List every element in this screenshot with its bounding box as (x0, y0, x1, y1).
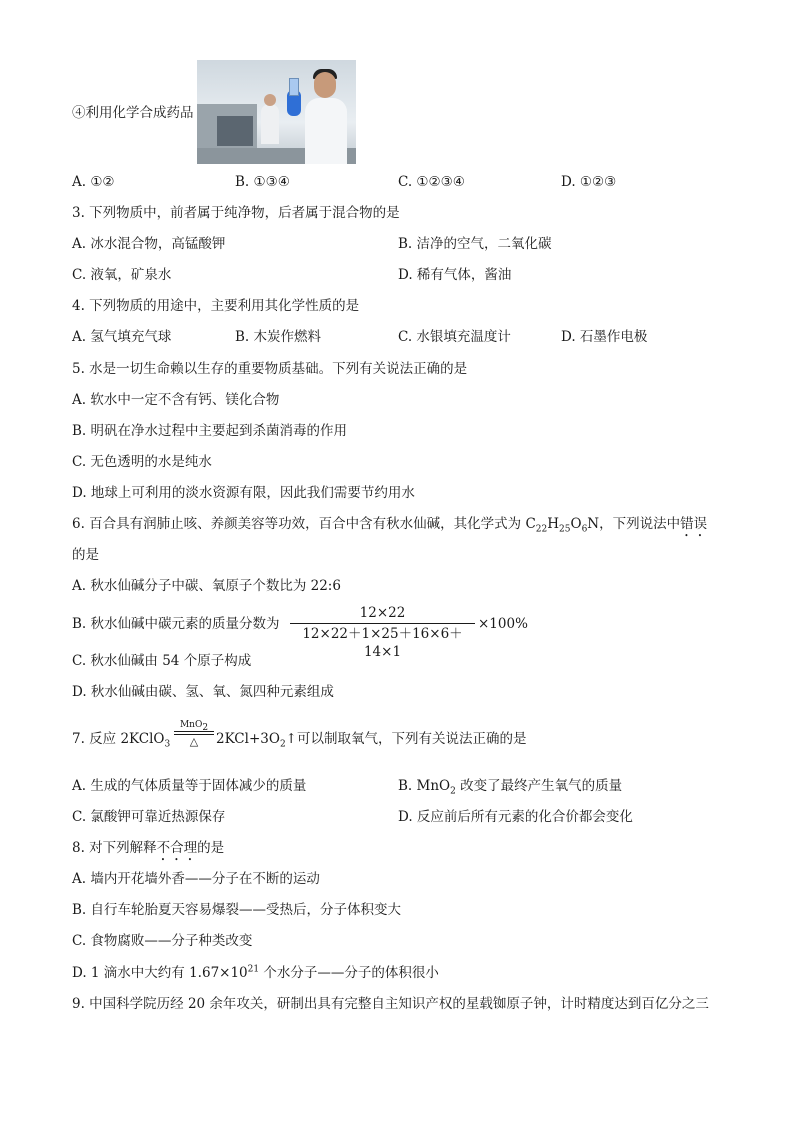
q3-option-c: C. 液氧，矿泉水 (72, 267, 172, 283)
q6-option-d: D. 秋水仙碱由碳、氢、氧、氮四种元素组成 (72, 684, 334, 700)
reaction-arrow: MnO$_2$ △ (174, 719, 214, 749)
q6-stem: 6. 百合具有润肺止咳、养颜美容等功效，百合中含有秋水仙碱，其化学式为 $C_{22}H_{25}O_6N$，下列说法中错误 (72, 516, 708, 535)
q6-option-b: B. 秋水仙碱中碳元素的质量分数为 (72, 616, 280, 632)
q6-option-c: C. 秋水仙碱由 54 个原子构成 (72, 653, 252, 669)
q8-option-b: B. 自行车轮胎夏天容易爆裂——受热后，分子体积变大 (72, 902, 402, 918)
q4-option-d: D. 石墨作电极 (561, 329, 648, 345)
q6-option-a: A. 秋水仙碱分子中碳、氧原子个数比为 22:6 (72, 578, 341, 594)
q2-option-b: B. ①③④ (235, 174, 290, 190)
q8-option-c: C. 食物腐败——分子种类改变 (72, 933, 253, 949)
q5-option-b: B. 明矾在净水过程中主要起到杀菌消毒的作用 (72, 423, 348, 439)
q4-stem: 4. 下列物质的用途中，主要利用其化学性质的是 (72, 298, 360, 314)
q5-stem: 5. 水是一切生命赖以生存的重要物质基础。下列有关说法正确的是 (72, 361, 468, 377)
q4-option-b: B. 木炭作燃料 (235, 329, 322, 345)
q8-stem: 8. 对下列解释不合理的是 (72, 840, 225, 856)
q2-option-c: C. ①②③④ (398, 174, 465, 190)
q7-option-b: B. MnO$_2$ 改变了最终产生氧气的质量 (398, 778, 623, 797)
q3-option-b: B. 洁净的空气，二氧化碳 (398, 236, 552, 252)
q5-option-d: D. 地球上可利用的淡水资源有限，因此我们需要节约用水 (72, 485, 415, 501)
q2-option-d: D. ①②③ (561, 174, 617, 190)
q6-stem-continued: 的是 (72, 547, 99, 563)
q5-option-c: C. 无色透明的水是纯水 (72, 454, 212, 470)
q7-option-d: D. 反应前后所有元素的化合价都会变化 (398, 809, 633, 825)
q3-option-d: D. 稀有气体，酱油 (398, 267, 512, 283)
q8-option-d: D. 1 滴水中大约有 $1.67\times 10^{21}$ 个水分子——分子的体积很小 (72, 964, 439, 981)
emphasis-wrong: 错误 (680, 516, 708, 532)
emphasis-unreasonable: 不合理 (156, 840, 198, 856)
q2-item-4: ④利用化学合成药品 (72, 105, 194, 121)
q8-option-a: A. 墙内开花墙外香——分子在不断的运动 (72, 871, 320, 887)
q5-option-a: A. 软水中一定不含有钙、镁化合物 (72, 392, 280, 408)
q7-option-a: A. 生成的气体质量等于固体减少的质量 (72, 778, 307, 794)
mass-fraction-formula: 12×22 12×22＋1×25＋16×6＋14×1 (290, 604, 475, 643)
q6-option-b-percent: ×100% (478, 616, 528, 632)
q3-stem: 3. 下列物质中，前者属于纯净物，后者属于混合物的是 (72, 205, 400, 221)
q7-stem-start: 7. 反应 2KClO$_3$ (72, 731, 171, 750)
q3-option-a: A. 冰水混合物，高锰酸钾 (72, 236, 226, 252)
lab-scientist-photo (197, 60, 356, 164)
q9-stem: 9. 中国科学院历经 20 余年攻关，研制出具有完整自主知识产权的星载铷原子钟，计时精度达到百亿分之三 (72, 996, 709, 1012)
q4-option-a: A. 氢气填充气球 (72, 329, 172, 345)
q7-stem-end: $2KCl+3O_2↑$可以制取氧气，下列有关说法正确的是 (216, 731, 527, 750)
q7-option-c: C. 氯酸钾可靠近热源保存 (72, 809, 226, 825)
q2-option-a: A. ①② (72, 174, 115, 190)
q4-option-c: C. 水银填充温度计 (398, 329, 511, 345)
